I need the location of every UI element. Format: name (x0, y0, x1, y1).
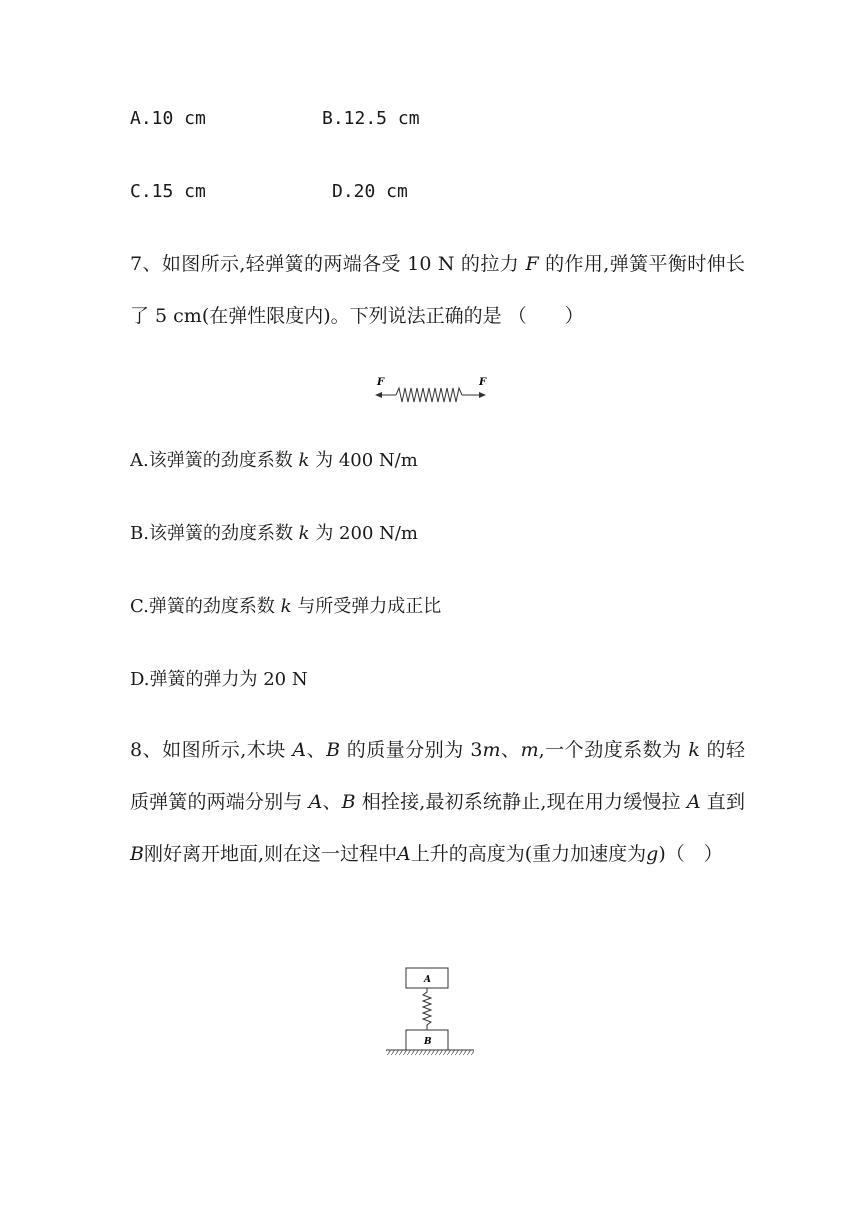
q7-figure-right-label: F (479, 377, 487, 388)
q8-text: 相拴接,最初系统静止,现在用力缓慢拉 (355, 791, 687, 813)
q7-option-b-value: 为 200 N/m (309, 523, 418, 544)
q7-option-c-text: C.弹簧的劲度系数 (130, 596, 281, 617)
q8-text: 上升的高度为(重力加速度为 (410, 843, 647, 865)
q7-option-a-k: k (298, 450, 310, 471)
q8-var: k (688, 739, 700, 761)
q8-text: 、 (500, 739, 521, 761)
q8-block-a-label: A (424, 975, 431, 985)
q6-option-d: D.20 cm (332, 181, 408, 202)
q7-option-b-k: k (298, 523, 310, 544)
q7-figure-left-label: F (377, 377, 385, 388)
q8-blocks-figure (384, 964, 476, 1056)
q8-spring (423, 988, 431, 1030)
q7-option-d: D.弹簧的弹力为 20 N (130, 669, 308, 690)
q7-option-a-value: 为 400 N/m (309, 450, 418, 471)
q8-var: B (130, 843, 144, 865)
q7-option-b (130, 521, 418, 547)
q8-var: m (482, 739, 501, 761)
q7-spring (396, 388, 462, 402)
q7-option-b-text: B.该弹簧的劲度系数 (130, 523, 299, 544)
q8-var: A (292, 739, 307, 761)
q8-stem (130, 724, 745, 880)
q8-text: 、 (322, 791, 342, 813)
q7-spring-figure (370, 374, 500, 408)
q8-block-b-label: B (424, 1037, 432, 1047)
q7-option-c-value: 与所受弹力成正比 (291, 596, 442, 617)
q6-option-c: C.15 cm (130, 181, 206, 202)
q8-ground-hatch (386, 1050, 474, 1055)
q7-option-a-text: A.该弹簧的劲度系数 (130, 450, 299, 471)
q7-option-a (130, 448, 418, 474)
q8-text: 的质量分别为 3 (340, 739, 483, 761)
q7-stem-text-2: 的作用,弹簧平衡时伸长了 5 cm(在弹性限度内)。下列说法正确的是 （ ） (130, 253, 745, 327)
q8-text: 8、如图所示,木块 (130, 739, 293, 761)
q8-var: A (308, 791, 323, 813)
q8-var: m (520, 739, 539, 761)
q8-var: A (397, 843, 411, 865)
q8-text: 直到 (700, 791, 745, 813)
q8-var: B (341, 791, 356, 813)
q8-text: 、 (306, 739, 327, 761)
q8-var: A (686, 791, 701, 813)
q7-option-c-k: k (280, 596, 292, 617)
q8-text: ,一个劲度系数为 (538, 739, 689, 761)
q7-force-symbol: F (525, 253, 539, 275)
q7-option-c (130, 594, 441, 620)
q8-var: B (326, 739, 341, 761)
q8-text: 的轻质弹簧的两端分别与 (130, 739, 745, 813)
q8-text: )（ ） (658, 843, 723, 865)
q7-stem (130, 238, 745, 342)
q7-stem-text-1: 7、如图所示,轻弹簧的两端各受 10 N 的拉力 (130, 253, 526, 275)
q6-option-a: A.10 cm (130, 108, 206, 129)
q6-option-b: B.12.5 cm (322, 108, 420, 129)
q8-text: 刚好离开地面,则在这一过程中 (143, 843, 398, 865)
q8-var: g (646, 843, 659, 865)
